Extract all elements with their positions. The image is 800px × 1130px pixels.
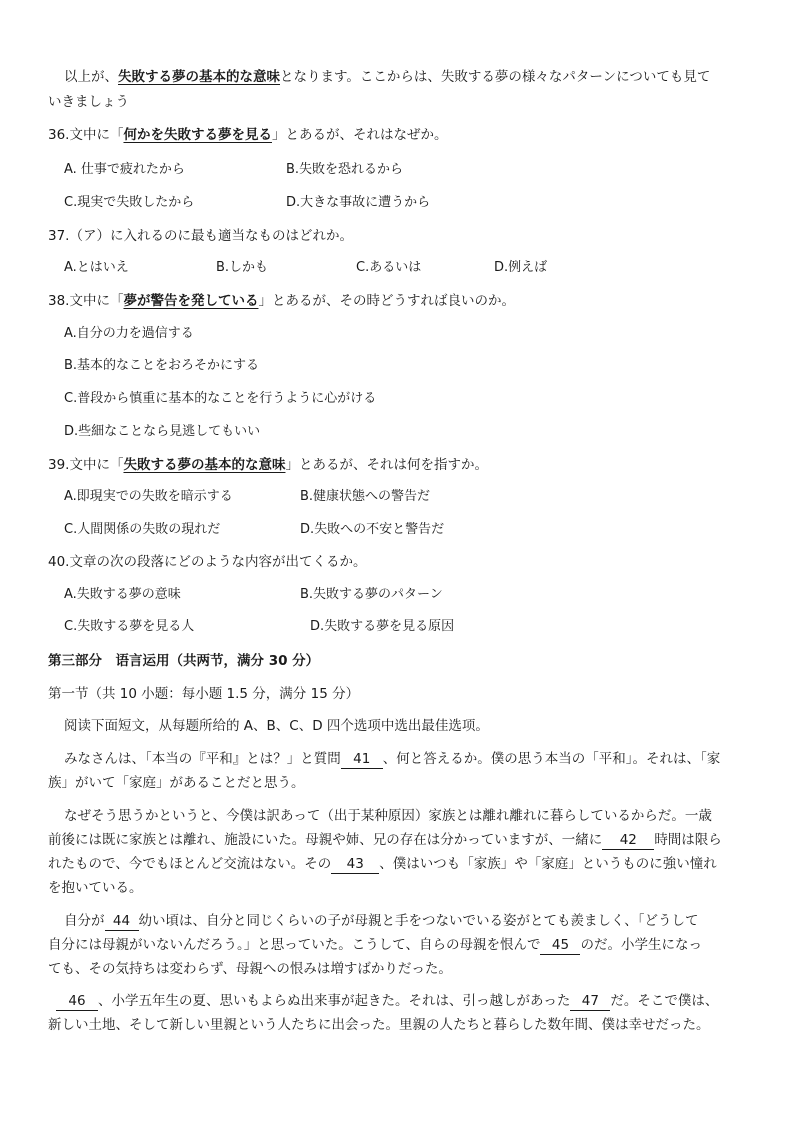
passage-p2-line1: なぜそう思うかというと、今僕は訳あって（出于某种原因）家族とは離れ離れに暮らしているからだ。一歳	[64, 808, 712, 824]
passage-p2-line4: を抱いている。	[48, 880, 143, 896]
passage-p2-line3: れたもので、今でもほとんど交流はない。その 43 、僕はいつも「家族」や「家庭」というものに強い憧れ	[48, 856, 717, 872]
passage-p1-line2: 族」がいて「家庭」があることだと思う。	[48, 775, 305, 791]
question-38: 38.文中に「夢が警告を発している」とあるが、その時どうすれば良いのか。	[48, 293, 515, 309]
q36-option-a[interactable]: A. 仕事で疲れたから	[64, 162, 185, 177]
question-36: 36.文中に「何かを失敗する夢を見る」とあるが、それはなぜか。	[48, 127, 448, 143]
passage-p4-line1: 46 、小学五年生の夏、思いもよらぬ出来事が起きた。それは、引っ越しがあった 47 だ。そこで僕は、	[56, 991, 718, 1011]
q40-option-d[interactable]: D.失敗する夢を見る原因	[310, 619, 455, 634]
q37-option-b[interactable]: B.しかも	[216, 260, 269, 275]
q39-option-c[interactable]: C.人間関係の失敗の現れだ	[64, 522, 221, 537]
passage-p4-line2: 新しい土地、そして新しい里親という人たちに出会った。里親の人たちと暮らした数年間、僕は幸せだった。	[48, 1017, 710, 1033]
passage-p2-line2: 前後には既に家族とは離れ、施設にいた。母親や姉、兄の存在は分かっていますが、一緒に 42 時間は限ら	[48, 832, 722, 848]
intro-line-1: 以上が、失敗する夢の基本的な意味となります。ここからは、失敗する夢の様々なパターンについても見て	[64, 69, 711, 85]
blank-47[interactable]: 47	[570, 993, 610, 1011]
q40-option-b[interactable]: B.失敗する夢のパターン	[300, 587, 443, 602]
q37-option-a[interactable]: A.とはいえ	[64, 260, 129, 275]
passage-p3-line3: ても、その気持ちは変わらず、母親への恨みは増すばかりだった。	[48, 961, 452, 977]
instruction: 阅读下面短文，从每题所给的 A、B、C、D 四个选项中选出最佳选项。	[64, 718, 489, 734]
q39-option-a[interactable]: A.即現実での失敗を暗示する	[64, 489, 233, 504]
passage-p3-line1: 自分が 44 幼い頃は、自分と同じくらいの子が母親と手をつないでいる姿がとても羨ましく、「どうして	[64, 913, 699, 929]
passage-p3-line2: 自分には母親がいないんだろう。」と思っていた。こうして、自らの母親を恨んで 45 のだ。小学生になっ	[48, 937, 702, 953]
q36-option-d[interactable]: D.大きな事故に遭うから	[286, 195, 431, 210]
intro-emphasis: 失敗する夢の基本的な意味	[118, 69, 280, 85]
blank-42[interactable]: 42	[602, 832, 654, 850]
question-39: 39.文中に「失敗する夢の基本的な意味」とあるが、それは何を指すか。	[48, 457, 488, 473]
q40-option-c[interactable]: C.失敗する夢を見る人	[64, 619, 195, 634]
intro-line-2: いきましょう	[48, 94, 129, 110]
section-1-heading: 第一节（共 10 小题：每小题 1.5 分，满分 15 分）	[48, 686, 360, 702]
blank-41[interactable]: 41	[341, 751, 383, 769]
question-37: 37.（ア）に入れるのに最も適当なものはどれか。	[48, 228, 353, 244]
q39-option-b[interactable]: B.健康状態への警告だ	[300, 489, 431, 504]
q38-option-b[interactable]: B.基本的なことをおろそかにする	[64, 358, 260, 373]
q38-option-c[interactable]: C.普段から慎重に基本的なことを行うように心がける	[64, 391, 377, 406]
q37-option-d[interactable]: D.例えば	[494, 260, 548, 275]
q38-option-a[interactable]: A.自分の力を過信する	[64, 326, 194, 341]
blank-43[interactable]: 43	[331, 856, 379, 874]
q40-option-a[interactable]: A.失敗する夢の意味	[64, 587, 181, 602]
q38-option-d[interactable]: D.些細なことなら見逃してもいい	[64, 424, 261, 439]
q39-option-d[interactable]: D.失敗への不安と警告だ	[300, 522, 445, 537]
passage-p1-line1: みなさんは、「本当の『平和』とは？」と質問 41 、何と答えるか。僕の思う本当の「平和」。それは、「家	[64, 751, 721, 767]
q36-option-b[interactable]: B.失敗を恐れるから	[286, 162, 404, 177]
blank-46[interactable]: 46	[56, 993, 98, 1011]
part3-heading: 第三部分 语言运用（共两节，满分 30 分）	[48, 653, 320, 669]
blank-45[interactable]: 45	[540, 937, 580, 955]
q36-option-c[interactable]: C.現実で失敗したから	[64, 195, 195, 210]
question-40: 40.文章の次の段落にどのような内容が出てくるか。	[48, 554, 367, 570]
blank-44[interactable]: 44	[105, 913, 139, 931]
q37-option-c[interactable]: C.あるいは	[356, 260, 422, 275]
